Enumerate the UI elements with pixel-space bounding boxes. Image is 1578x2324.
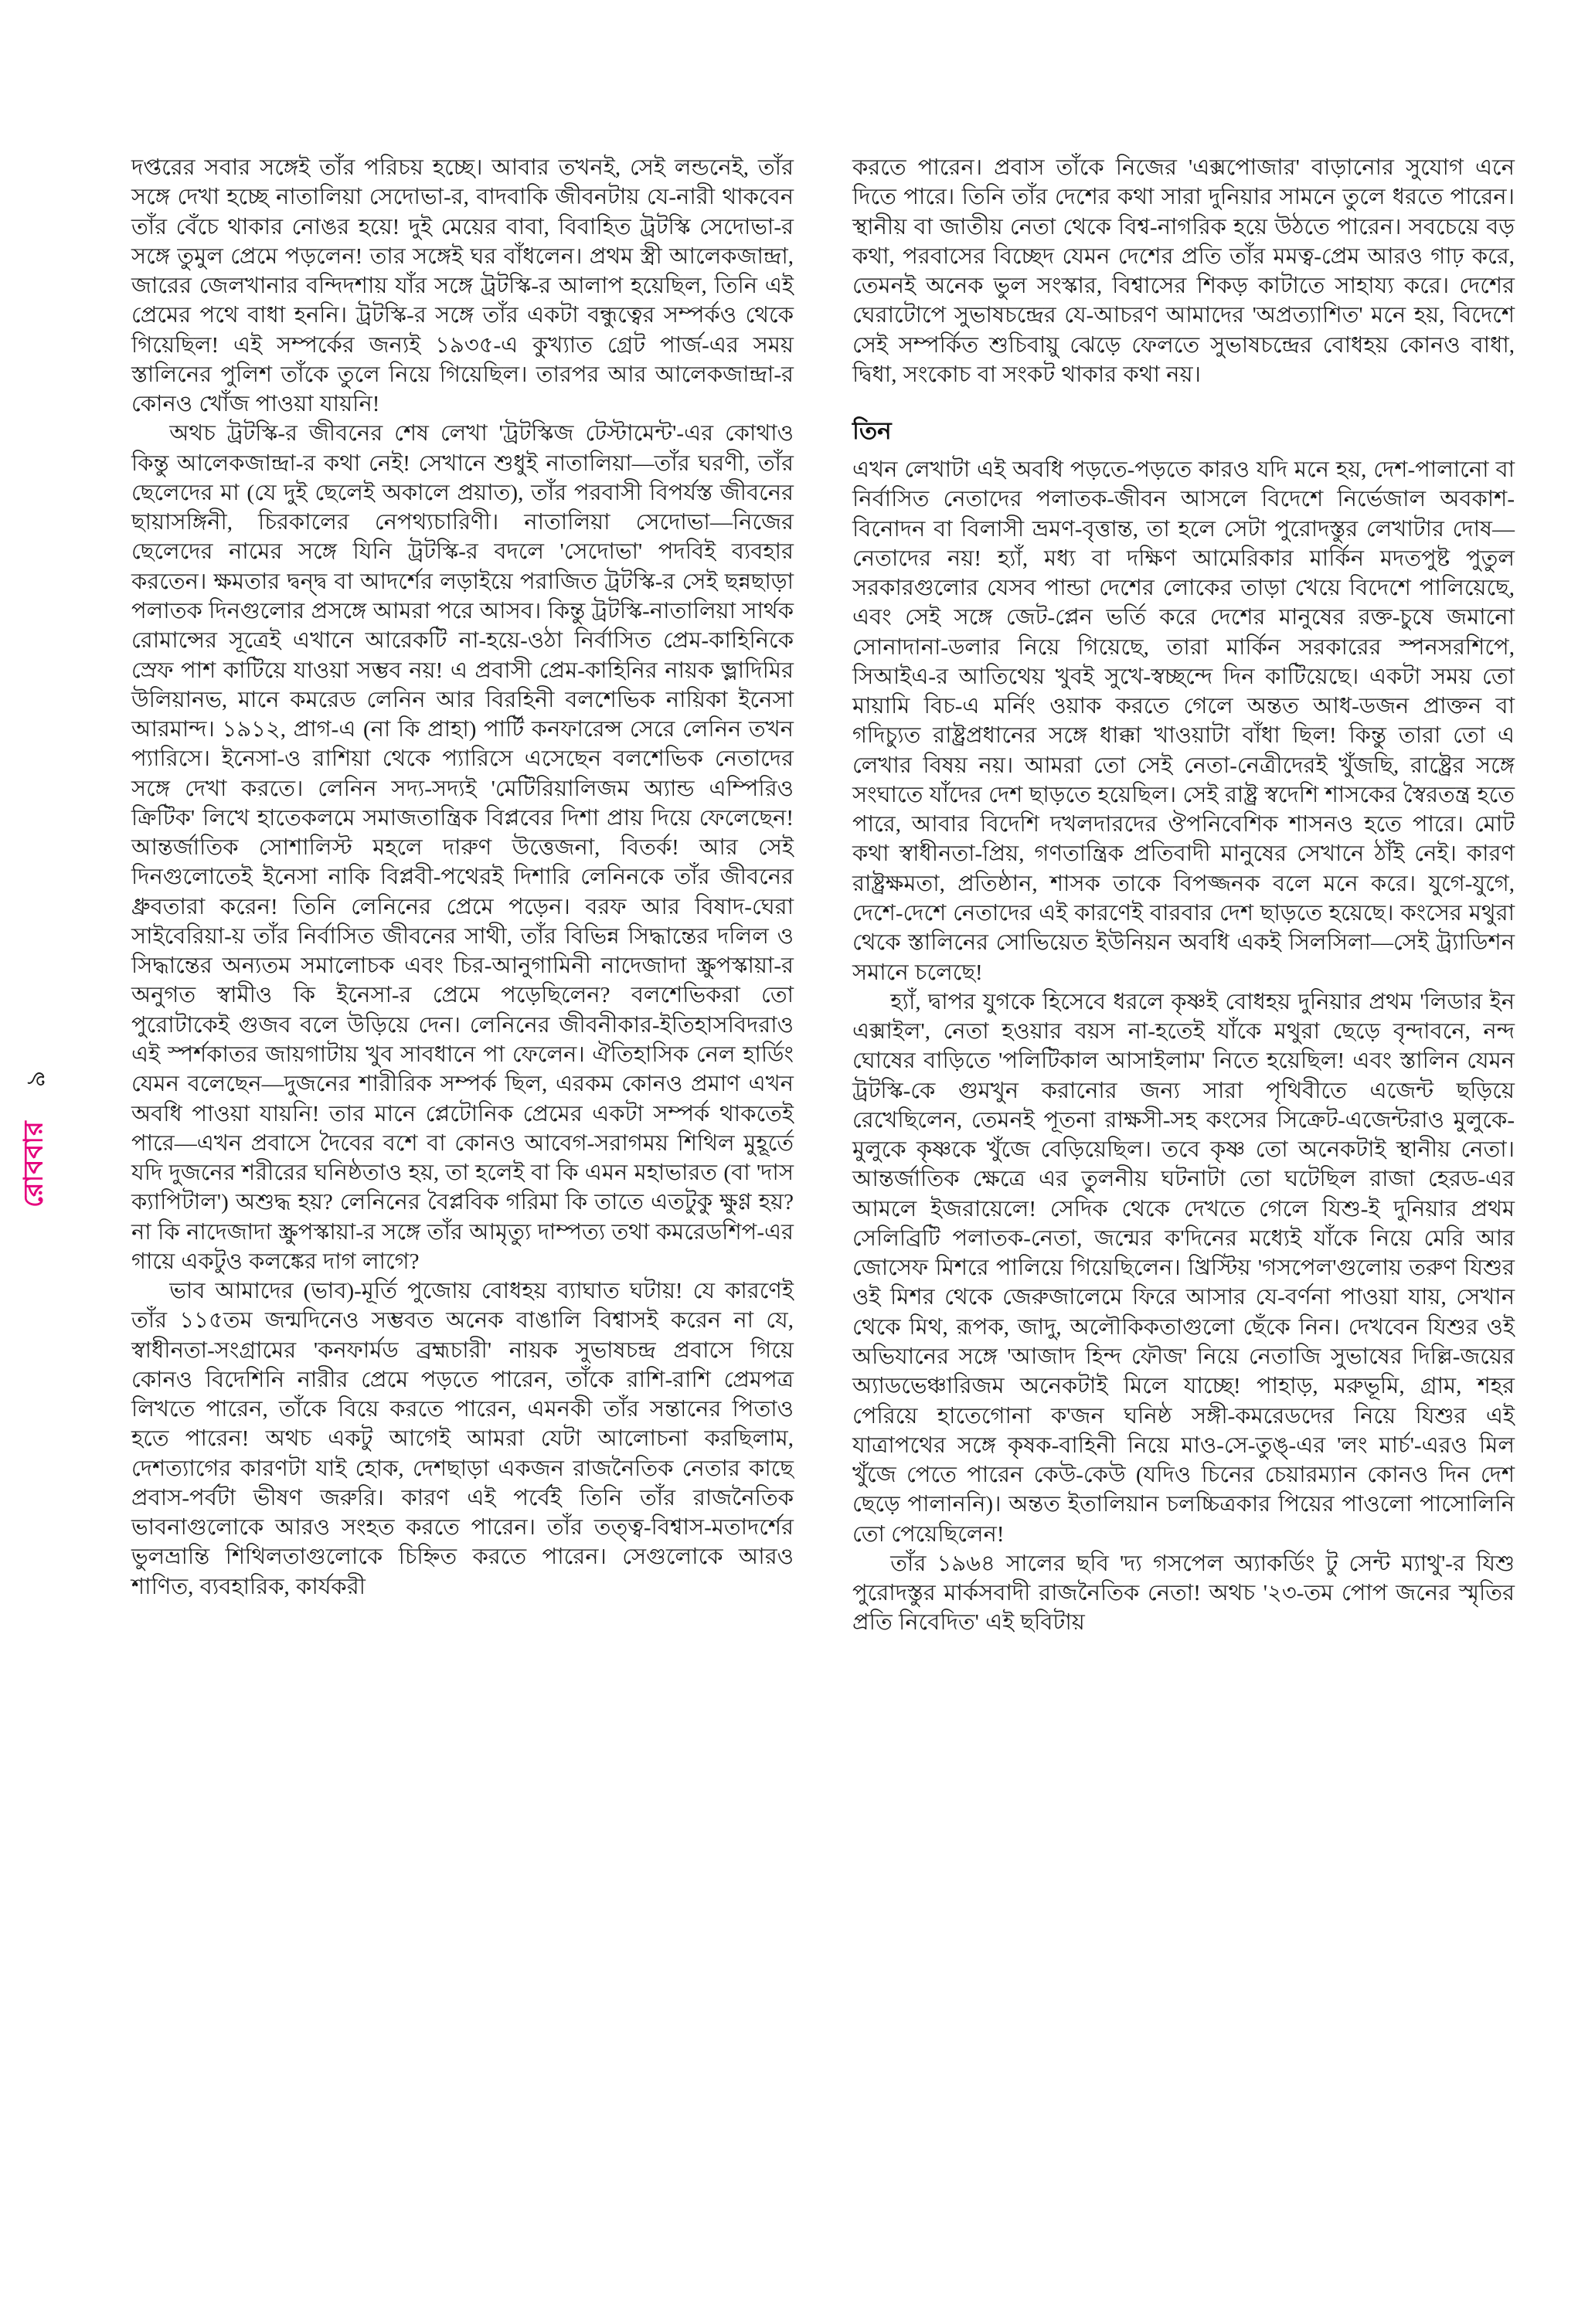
section-heading: তিন [852,417,892,445]
page-number: ৯ [22,1070,51,1088]
left-column [131,153,794,1638]
body-paragraph: তাঁর ১৯৬৪ সালের ছবি 'দ্য গসপেল অ্যাকর্ডিং টু সেন্ট ম্যাথু'-র যিশু পুরোদস্তুর মার্কসবাদী রাজনৈতিক নেতা! অথচ '২৩-তম পোপ জনের স্মৃতির প্রতি নিবেদিত' এই ছবিটায় [852,1551,1515,1636]
body-paragraph: অথচ ট্রটস্কি-র জীবনের শেষ লেখা 'ট্রটস্কিজ টেস্টামেন্ট'-এর কোথাও কিন্তু আলেকজান্দ্রা-র কথা নেই! সেখানে শুধুই নাতালিয়া—তাঁর ঘরণী, তাঁর ছেলেদের মা (যে দুই ছেলেই অকালে প্রয়াত), তাঁর পরবাসী বিপর্যস্ত জীবনের ছায়াসঙ্গিনী, চিরকালের নেপথ্যচারিণী। নাতালিয়া সেদোভা—নিজের ছেলেদের নামের সঙ্গে যিনি ট্রটস্কি-র বদলে 'সেদোভা' পদবিই ব্যবহার করতেন। ক্ষমতার দ্বন্দ্ব বা আদর্শের লড়াইয়ে পরাজিত ট্রটস্কি-র সেই ছন্নছাড়া পলাতক দিনগুলোর প্রসঙ্গে আমরা পরে আসব। কিন্তু ট্রটস্কি-নাতালিয়া সার্থক রোমান্সের সূত্রেই এখানে আরেকটি না-হয়ে-ওঠা নির্বাসিত প্রেম-কাহিনিকে স্রেফ পাশ কাটিয়ে যাওয়া সম্ভব নয়! এ প্রবাসী প্রেম-কাহিনির নায়ক ভ্লাদিমির উলিয়ানভ, মানে কমরেড লেনিন আর বিরহিনী বলশেভিক নায়িকা ইনেসা আরমান্দ। ১৯১২, প্রাগ-এ (না কি প্রাহা) পার্টি কনফারেন্স সেরে লেনিন তখন প্যারিসে। ইনেসা-ও রাশিয়া থেকে প্যারিসে এসেছেন বলশেভিক নেতাদের সঙ্গে দেখা করতে। লেনিন সদ্য-সদ্যই 'মেটিরিয়ালিজম অ্যান্ড এম্পিরিও ক্রিটিক' লিখে হাতেকলমে সমাজতান্ত্রিক বিপ্লবের দিশা প্রায় দিয়ে ফেলেছেন! আন্তর্জাতিক সোশালিস্ট মহলে দারুণ উত্তেজনা, বিতর্ক! আর সেই দিনগুলোতেই ইনেসা নাকি বিপ্লবী-পথেরই দিশারি লেনিনকে তাঁর জীবনের ধ্রুবতারা করেন! তিনি লেনিনের প্রেমে পড়েন। বরফ আর বিষাদ-ঘেরা সাইবেরিয়া-য় তাঁর নির্বাসিত জীবনের সাথী, তাঁর বিভিন্ন সিদ্ধান্তের দলিল ও সিদ্ধান্তের অন্যতম সমালোচক এবং চির-আনুগামিনী নাদেজাদা স্ক্রুপস্কায়া-র অনুগত স্বামীও কি ইনেসা-র প্রেমে পড়েছিলেন? বলশেভিকরা তো পুরোটাকেই গুজব বলে উড়িয়ে দেন। লেনিনের জীবনীকার-ইতিহাসবিদরাও এই স্পর্শকাতর জায়গাটায় খুব সাবধানে পা ফেলেন। ঐতিহাসিক নেল হার্ডিং যেমন বলেছেন—দুজনের শারীরিক সম্পর্ক ছিল, এরকম কোনও প্রমাণ এখন অবধি পাওয়া যায়নি! তার মানে প্লেটোনিক প্রেমের একটা সম্পর্ক থাকতেই পারে—এখন প্রবাসে দৈবের বশে বা কোনও আবেগ-সরাগময় শিথিল মুহূর্তে যদি দুজনের শরীরের ঘনিষ্ঠতাও হয়, তা হলেই বা কি এমন মহাভারত (বা 'দাস ক্যাপিটাল') অশুদ্ধ হয়? লেনিনের বৈপ্লবিক গরিমা কি তাতে এতটুকু ক্ষুণ্ণ হয়? না কি নাদেজাদা স্ক্রুপস্কায়া-র সঙ্গে তাঁর আমৃত্যু দাম্পত্য তথা কমরেডশিপ-এর গায়ে একটুও কলঙ্কের দাগ লাগে? [131,421,794,1274]
right-column [852,153,1515,1638]
body-paragraph: করতে পারেন। প্রবাস তাঁকে নিজের 'এক্সপোজার' বাড়ানোর সুযোগ এনে দিতে পারে। তিনি তাঁর দেশের কথা সারা দুনিয়ার সামনে তুলে ধরতে পারেন। স্থানীয় বা জাতীয় নেতা থেকে বিশ্ব-নাগরিক হয়ে উঠতে পারেন। সবচেয়ে বড় কথা, পরবাসের বিচ্ছেদ যেমন দেশের প্রতি তাঁর মমত্ব-প্রেম আরও গাঢ় করে, তেমনই অনেক ভুল সংস্কার, বিশ্বাসের শিকড় কাটাতে সাহায্য করে। দেশের ঘেরাটোপে সুভাষচন্দ্রের যে-আচরণ আমাদের 'অপ্রত্যাশিত' মনে হয়, বিদেশে সেই সম্পর্কিত শুচিবায়ু ঝেড়ে ফেলতে সুভাষচন্দ্রের বোধহয় কোনও বাধা, দ্বিধা, সংকোচ বা সংকট থাকার কথা নয়। [852,155,1515,387]
body-paragraph: এখন লেখাটা এই অবধি পড়তে-পড়তে কারও যদি মনে হয়, দেশ-পালানো বা নির্বাসিত নেতাদের পলাতক-জীবন আসলে বিদেশে নির্ভেজাল অবকাশ-বিনোদন বা বিলাসী ভ্রমণ-বৃত্তান্ত, তা হলে সেটা পুরোদস্তুর লেখাটার দোষ—নেতাদের নয়! হ্যাঁ, মধ্য বা দক্ষিণ আমেরিকার মার্কিন মদতপুষ্ট পুতুল সরকারগুলোর যেসব পান্ডা দেশের লোকের তাড়া খেয়ে বিদেশে পালিয়েছে, এবং সেই সঙ্গে জেট-প্লেন ভর্তি করে দেশের মানুষের রক্ত-চুষে জমানো সোনাদানা-ডলার নিয়ে গিয়েছে, তারা মার্কিন সরকারের স্পনসরশিপে, সিআইএ-র আতিথেয় খুবই সুখে-স্বচ্ছন্দে দিন কাটিয়েছে। একটা সময় তো মায়ামি বিচ-এ মর্নিং ওয়াক করতে গেলে অন্তত আধ-ডজন প্রাক্তন বা গদিচ্যুত রাষ্ট্রপ্রধানের সঙ্গে ধাক্কা খাওয়াটা বাঁধা ছিল! কিন্তু তারা তো এ লেখার বিষয় নয়। আমরা তো সেই নেতা-নেত্রীদেরই খুঁজছি, রাষ্ট্রের সঙ্গে সংঘাতে যাঁদের দেশ ছাড়তে হয়েছিল। সেই রাষ্ট্র স্বদেশি শাসকের স্বৈরতন্ত্র হতে পারে, আবার বিদেশি দখলদারদের ঔপনিবেশিক শাসনও হতে পারে। মোট কথা স্বাধীনতা-প্রিয়, গণতান্ত্রিক প্রতিবাদী মানুষের সেখানে ঠাঁই নেই। কারণ রাষ্ট্রক্ষমতা, প্রতিষ্ঠান, শাসক তাকে বিপজ্জনক বলে মনে করে। যুগে-যুগে, দেশে-দেশে নেতাদের এই কারণেই বারবার দেশ ছাড়তে হয়েছে। কংসের মথুরা থেকে স্তালিনের সোভিয়েত ইউনিয়ন অবধি একই সিলসিলা—সেই ট্র্যাডিশন সমানে চলেছে! [852,457,1515,985]
body-paragraph: ভাব আমাদের (ভাব)-মূর্তি পুজোয় বোধহয় ব্যাঘাত ঘটায়! যে কারণেই তাঁর ১১৫তম জন্মদিনেও সম্ভবত অনেক বাঙালি বিশ্বাসই করেন না যে, স্বাধীনতা-সংগ্রামের 'কনফার্মড ব্রহ্মচারী' নায়ক সুভাষচন্দ্র প্রবাসে গিয়ে কোনও বিদেশিনি নারীর প্রেমে পড়তে পারেন, তাঁকে রাশি-রাশি প্রেমপত্র লিখতে পারেন, তাঁকে বিয়ে করতে পারেন, এমনকী তাঁর সন্তানের পিতাও হতে পারেন! অথচ একটু আগেই আমরা যেটা আলোচনা করছিলাম, দেশত্যাগের কারণটা যাই হোক, দেশছাড়া একজন রাজনৈতিক নেতার কাছে প্রবাস-পর্বটা ভীষণ জরুরি। কারণ এই পর্বেই তিনি তাঁর রাজনৈতিক ভাবনাগুলোকে আরও সংহত করতে পারেন। তাঁর তত্ত্ব-বিশ্বাস-মতাদর্শের ভুলভ্রান্তি শিথিলতাগুলোকে চিহ্নিত করতে পারেন। সেগুলোকে আরও শাণিত, ব্যবহারিক, কার্যকরী [131,1279,794,1599]
masthead-vertical: রোববার [19,1120,49,1208]
body-paragraph: হ্যাঁ, দ্বাপর যুগকে হিসেবে ধরলে কৃষ্ণই বোধহয় দুনিয়ার প্রথম 'লিডার ইন এক্সাইল', নেতা হওয়ার বয়স না-হতেই যাঁকে মথুরা ছেড়ে বৃন্দাবনে, নন্দ ঘোষের বাড়িতে 'পলিটিকাল আসাইলাম' নিতে হয়েছিল! এবং স্তালিন যেমন ট্রটস্কি-কে গুমখুন করানোর জন্য সারা পৃথিবীতে এজেন্ট ছড়িয়ে রেখেছিলেন, তেমনই পূতনা রাক্ষসী-সহ কংসের সিক্রেট-এজেন্টরাও মুলুকে-মুলুকে কৃষ্ণকে খুঁজে বেড়িয়েছিল। তবে কৃষ্ণ তো অনেকটাই স্থানীয় নেতা। আন্তর্জাতিক ক্ষেত্রে এর তুলনীয় ঘটনাটা তো ঘটেছিল রাজা হেরড-এর আমলে ইজরায়েলে! সেদিক থেকে দেখতে গেলে যিশু-ই দুনিয়ার প্রথম সেলিব্রিটি পলাতক-নেতা, জন্মের ক'দিনের মধ্যেই যাঁকে নিয়ে মেরি আর জোসেফ মিশরে পালিয়ে গিয়েছিলেন। খ্রিস্টিয় 'গসপেল'গুলোয় তরুণ যিশুর ওই মিশর থেকে জেরুজালেমে ফিরে আসার যে-বর্ণনা পাওয়া যায়, সেখান থেকে মিথ, রূপক, জাদু, অলৌকিকতাগুলো ছেঁকে নিন। দেখবেন যিশুর ওই অভিযানের সঙ্গে 'আজাদ হিন্দ ফৌজ' নিয়ে নেতাজি সুভাষের দিল্লি-জয়ের অ্যাডভেঞ্চারিজম অনেকটাই মিলে যাচ্ছে! পাহাড়, মরুভূমি, গ্রাম, শহর পেরিয়ে হাতেগোনা ক'জন ঘনিষ্ঠ সঙ্গী-কমরেডদের নিয়ে যিশুর এই যাত্রাপথের সঙ্গে কৃষক-বাহিনী নিয়ে মাও-সে-তুঙ্-এর 'লং মার্চ'-এরও মিল খুঁজে পেতে পারেন কেউ-কেউ (যদিও চিনের চেয়ারম্যান কোনও দিন দেশ ছেড়ে পালাননি)। অন্তত ইতালিয়ান চলচ্চিত্রকার পিয়ের পাওলো পাসোলিনি তো পেয়েছিলেন! [852,989,1515,1547]
article-body [131,153,1515,1638]
body-paragraph: দপ্তরের সবার সঙ্গেই তাঁর পরিচয় হচ্ছে। আবার তখনই, সেই লন্ডনেই, তাঁর সঙ্গে দেখা হচ্ছে নাতালিয়া সেদোভা-র, বাদবাকি জীবনটায় যে-নারী থাকবেন তাঁর বেঁচে থাকার নোঙর হয়ে! দুই মেয়ের বাবা, বিবাহিত ট্রটস্কি সেদোভা-র সঙ্গে তুমুল প্রেমে পড়লেন! তার সঙ্গেই ঘর বাঁধলেন। প্রথম স্ত্রী আলেকজান্দ্রা, জারের জেলখানার বন্দিদশায় যাঁর সঙ্গে ট্রটস্কি-র আলাপ হয়েছিল, তিনি এই প্রেমের পথে বাধা হননি। ট্রটস্কি-র সঙ্গে তাঁর একটা বন্ধুত্বের সম্পর্কও থেকে গিয়েছিল! এই সম্পর্কের জন্যই ১৯৩৫-এ কুখ্যাত গ্রেট পার্জ-এর সময় স্তালিনের পুলিশ তাঁকে তুলে নিয়ে গিয়েছিল। তারপর আর আলেকজান্দ্রা-র কোনও খোঁজ পাওয়া যায়নি! [131,155,794,417]
page-margin-spine [0,0,93,2324]
